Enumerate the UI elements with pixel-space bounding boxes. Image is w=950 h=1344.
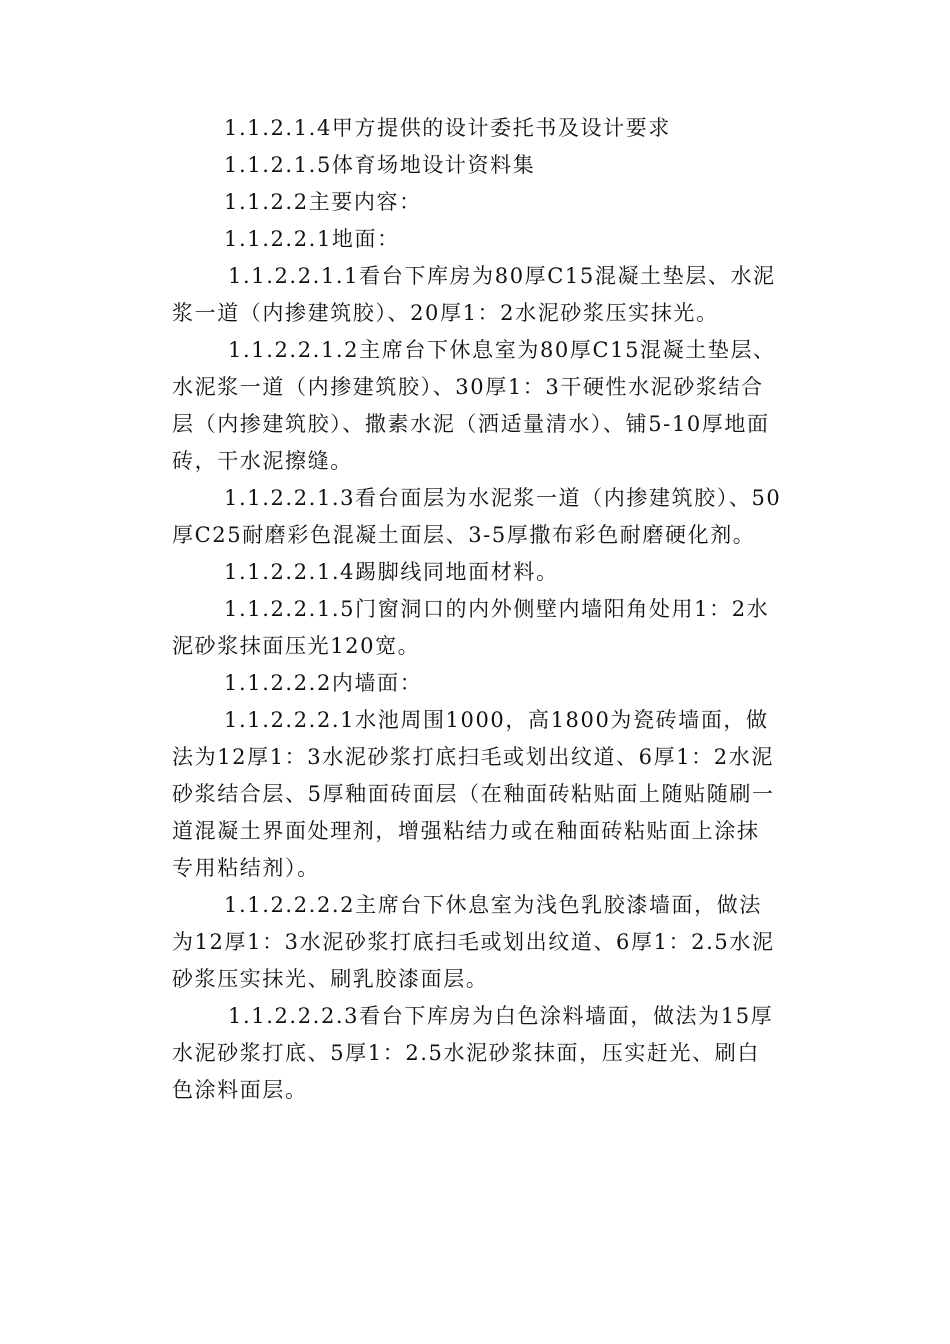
section-heading-interior-wall: 1.1.2.2.2内墙面：: [224, 671, 423, 695]
section-heading-floor: 1.1.2.2.1地面：: [224, 227, 400, 251]
paragraph-floor-skirting: 1.1.2.2.1.4踢脚线同地面材料。: [224, 560, 559, 584]
paragraph-1-1-2-1-4: 1.1.2.1.4甲方提供的设计委托书及设计要求: [224, 116, 671, 140]
document-body: [172, 110, 782, 1109]
paragraph-floor-lounge: 1.1.2.2.1.2主席台下休息室为80厚C15混凝土垫层、水泥浆一道（内掺建筑胶）、30厚1：3干硬性水泥砂浆结合层（内掺建筑胶）、撒素水泥（洒适量清水）、铺5-10厚地面砖，干水泥擦缝。: [172, 338, 776, 473]
paragraph-wall-lounge: 1.1.2.2.2.2主席台下休息室为浅色乳胶漆墙面，做法为12厚1：3水泥砂浆打底扫毛或划出纹道、6厚1：2.5水泥砂浆压实抹光、刷乳胶漆面层。: [172, 893, 775, 991]
paragraph-wall-storage: 1.1.2.2.2.3看台下库房为白色涂料墙面，做法为15厚水泥砂浆打底、5厚1：2.5水泥砂浆抹面，压实赶光、刷白色涂料面层。: [172, 1004, 774, 1102]
paragraph-wall-pool: 1.1.2.2.2.1水池周围1000，高1800为瓷砖墙面，做法为12厚1：3水泥砂浆打底扫毛或划出纹道、6厚1：2水泥砂浆结合层、5厚釉面砖面层（在釉面砖粘贴面上随贴随刷一道混凝土界面处理剂，增强粘结力或在釉面砖粘贴面上涂抹专用粘结剂）。: [172, 708, 775, 880]
paragraph-1-1-2-1-5: 1.1.2.1.5体育场地设计资料集: [224, 153, 536, 177]
paragraph-floor-stand-surface: 1.1.2.2.1.3看台面层为水泥浆一道（内掺建筑胶）、50厚C25耐磨彩色混凝土面层、3-5厚撒布彩色耐磨硬化剂。: [172, 486, 782, 547]
section-heading-main-content: 1.1.2.2主要内容：: [224, 190, 422, 214]
paragraph-floor-storage: 1.1.2.2.1.1看台下库房为80厚C15混凝土垫层、水泥浆一道（内掺建筑胶）、20厚1：2水泥砂浆压实抹光。: [172, 264, 776, 325]
paragraph-floor-openings: 1.1.2.2.1.5门窗洞口的内外侧壁内墙阳角处用1：2水泥砂浆抹面压光120宽。: [172, 597, 770, 658]
